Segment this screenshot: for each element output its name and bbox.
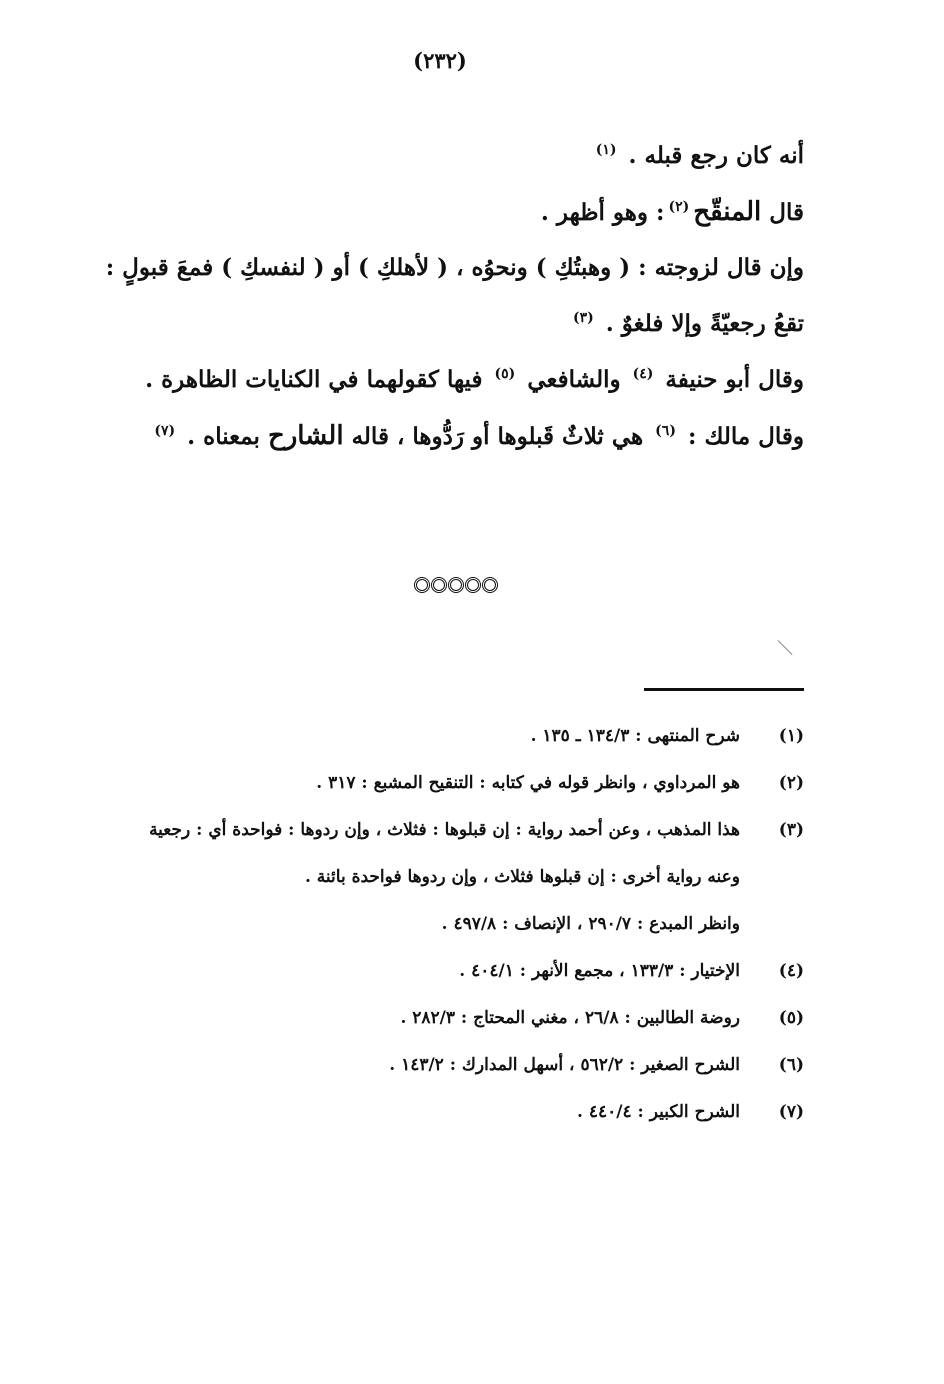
footnote-body (84, 1042, 740, 1089)
main-line-6-post: بمعناه . (187, 423, 260, 450)
footnote-line: وانظر المبدع : ٢٩٠/٧ ، الإنصاف : ٤٩٧/٨ . (441, 914, 740, 934)
footnote-body (84, 948, 740, 995)
page-number: (٢٣٢) (413, 48, 467, 73)
footnote-number: (٦) (778, 1055, 804, 1075)
footnote-number: (١) (778, 726, 804, 746)
footnote-line: روضة الطالبين : ٢٦/٨ ، مغني المحتاج : ٢٨٢/٣ . (400, 1008, 740, 1028)
footnote-body (84, 1089, 740, 1136)
footnote-2 (84, 760, 804, 807)
footnote-ref-6[interactable]: (٦) (655, 423, 676, 440)
main-line-6 (114, 408, 804, 464)
main-line-1-text: أنه كان رجع قبله . (628, 142, 804, 169)
footnote-body (84, 713, 740, 760)
footnote-ref-5[interactable]: (٥) (494, 366, 516, 383)
footnote-3 (84, 807, 804, 948)
footnote-ref-4[interactable]: (٤) (632, 366, 654, 383)
main-line-3 (105, 240, 804, 296)
footnote-number: (٥) (778, 1008, 804, 1028)
footnote-4 (84, 948, 804, 995)
footnote-ref-2[interactable]: (٢) (668, 199, 690, 216)
main-line-6-pre: وقال مالك : (687, 423, 804, 450)
ornament-circle-icon (448, 577, 464, 593)
footnote-separator (644, 688, 804, 691)
ornament-circle-icon (465, 577, 481, 593)
footnotes (84, 713, 804, 1136)
ornament-circle-icon (482, 577, 498, 593)
ornament-circle-icon (414, 577, 430, 593)
main-line-2-emph: المنقّح (693, 197, 762, 227)
footnote-ref-1[interactable]: (١) (595, 142, 617, 159)
footnote-body (84, 760, 740, 807)
main-line-5-post: فيها كقولهما في الكنايات الظاهرة . (145, 366, 483, 393)
footnote-line: وعنه رواية أخرى : إن قبلوها فثلاث ، وإن ردوها فواحدة بائنة . (304, 867, 740, 887)
stray-mark (778, 640, 793, 655)
main-line-5-mid: والشافعي (527, 366, 621, 393)
main-line-5 (114, 352, 804, 408)
main-line-2-pre: قال (769, 199, 804, 226)
footnote-number: (٧) (778, 1102, 804, 1122)
footnote-number: (٢) (778, 773, 804, 793)
section-ornament (0, 577, 912, 598)
main-line-4-text: تقعُ رجعيّةً وإلا فلغوٌ . (605, 310, 804, 337)
footnote-line: الشرح الكبير : ٤٤٠/٤ . (577, 1102, 740, 1122)
footnote-line: هو المرداوي ، وانظر قوله في كتابه : التنقيح المشبع : ٣١٧ . (316, 773, 740, 793)
footnote-7 (84, 1089, 804, 1136)
footnote-line: شرح المنتهى : ١٣٤/٣ ـ ١٣٥ . (530, 726, 740, 746)
footnote-number: (٤) (778, 961, 804, 981)
footnote-line: الشرح الصغير : ٥٦٢/٢ ، أسهل المدارك : ١٤٣/٢ . (389, 1055, 740, 1075)
footnote-line: هذا المذهب ، وعن أحمد رواية : إن قبلوها : فثلاث ، وإن ردوها : فواحدة أي : رجعية (149, 820, 740, 840)
main-line-3-text: وإن قال لزوجته : ( وهبتُكِ ) ونحوُه ، ( لأهلكِ ) أو ( لنفسكِ ) فمعَ قبولٍ : (105, 254, 804, 281)
footnote-5 (84, 995, 804, 1042)
footnote-body (84, 807, 740, 948)
footnote-number: (٣) (778, 820, 804, 840)
main-line-5-pre: وقال أبو حنيفة (665, 366, 804, 393)
main-line-2-post: : وهو أظهر . (540, 199, 665, 226)
main-line-1 (114, 128, 804, 184)
footnote-1 (84, 713, 804, 760)
footnote-6 (84, 1042, 804, 1089)
main-line-6-emph: الشارح (267, 421, 344, 451)
footnote-ref-7[interactable]: (٧) (154, 423, 176, 440)
ornament-circle-icon (431, 577, 447, 593)
main-line-6-mid: هي ثلاثٌ قَبلوها أو رَدُّوها ، قاله (351, 423, 644, 450)
main-text (105, 128, 804, 464)
footnote-ref-3[interactable]: (٣) (572, 310, 594, 327)
footnote-line: الإختيار : ١٣٣/٣ ، مجمع الأنهر : ٤٠٤/١ . (459, 961, 740, 981)
main-line-2 (114, 184, 804, 240)
footnote-body (84, 995, 740, 1042)
main-line-4 (114, 296, 804, 352)
